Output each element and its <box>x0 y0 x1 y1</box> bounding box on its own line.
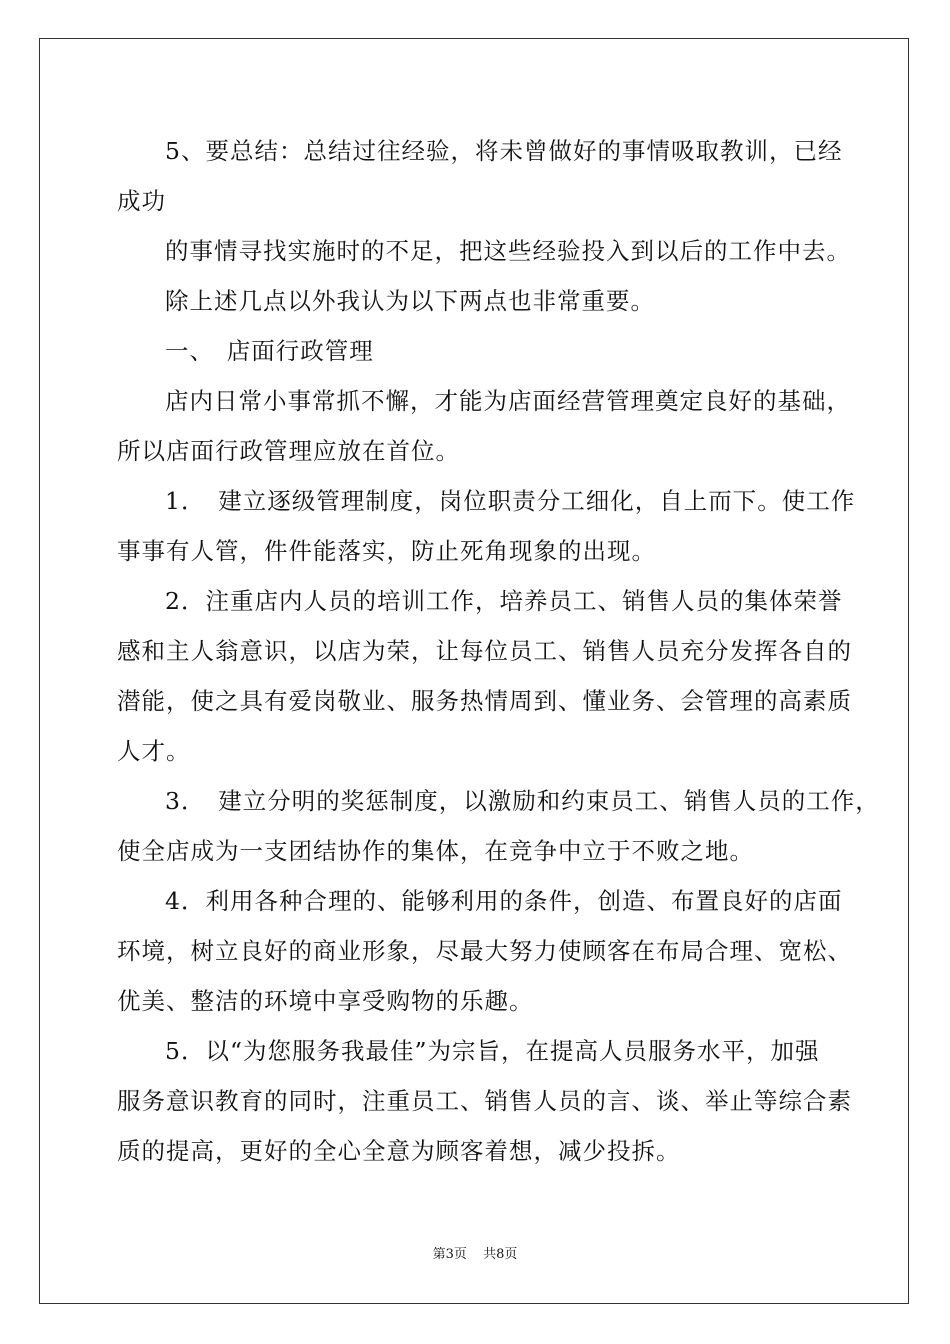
text-line: 5、要总结：总结过往经验，将未曾做好的事情吸取教训，已经 <box>165 137 843 165</box>
text-line: 事事有人管，件件能落实，防止死角现象的出现。 <box>117 537 656 565</box>
page-number: 第3页 <box>432 1247 467 1262</box>
text-line: 环境，树立良好的商业形象，尽最大努力使顾客在布局合理、宽松、 <box>117 937 852 965</box>
text-line: 使全店成为一支团结协作的集体，在竞争中立于不败之地。 <box>117 837 754 865</box>
page-footer <box>0 1246 950 1264</box>
text-line: 所以店面行政管理应放在首位。 <box>117 437 460 465</box>
text-line: 1． 建立逐级管理制度，岗位职责分工细化，自上而下。使工作 <box>165 487 856 515</box>
text-line: 2．注重店内人员的培训工作，培养员工、销售人员的集体荣誉 <box>165 587 843 615</box>
text-line: 潜能，使之具有爱岗敬业、服务热情周到、懂业务、会管理的高素质 <box>117 687 852 715</box>
text-line: 店内日常小事常抓不懈，才能为店面经营管理奠定良好的基础， <box>165 387 851 415</box>
text-line: 人才。 <box>117 737 191 765</box>
text-line: 4．利用各种合理的、能够利用的条件，创造、布置良好的店面 <box>165 887 843 915</box>
text-line: 服务意识教育的同时，注重员工、销售人员的言、谈、举止等综合素 <box>117 1087 852 1115</box>
text-line: 的事情寻找实施时的不足，把这些经验投入到以后的工作中去。 <box>165 237 851 265</box>
text-line: 质的提高，更好的全心全意为顾客着想，减少投拆。 <box>117 1137 681 1165</box>
text-line: 感和主人翁意识，以店为荣，让每位员工、销售人员充分发挥各自的 <box>117 637 852 665</box>
section-heading: 一、 店面行政管理 <box>165 337 374 365</box>
page-total: 共8页 <box>483 1247 518 1262</box>
text-line: 成功 <box>117 187 166 215</box>
text-line: 3． 建立分明的奖惩制度，以激励和约束员工、销售人员的工作， <box>165 787 880 815</box>
text-line: 优美、整洁的环境中享受购物的乐趣。 <box>117 987 534 1015</box>
text-line: 除上述几点以外我认为以下两点也非常重要。 <box>165 287 655 315</box>
text-line: 5．以“为您服务我最佳”为宗旨，在提高人员服务水平，加强 <box>165 1037 820 1065</box>
